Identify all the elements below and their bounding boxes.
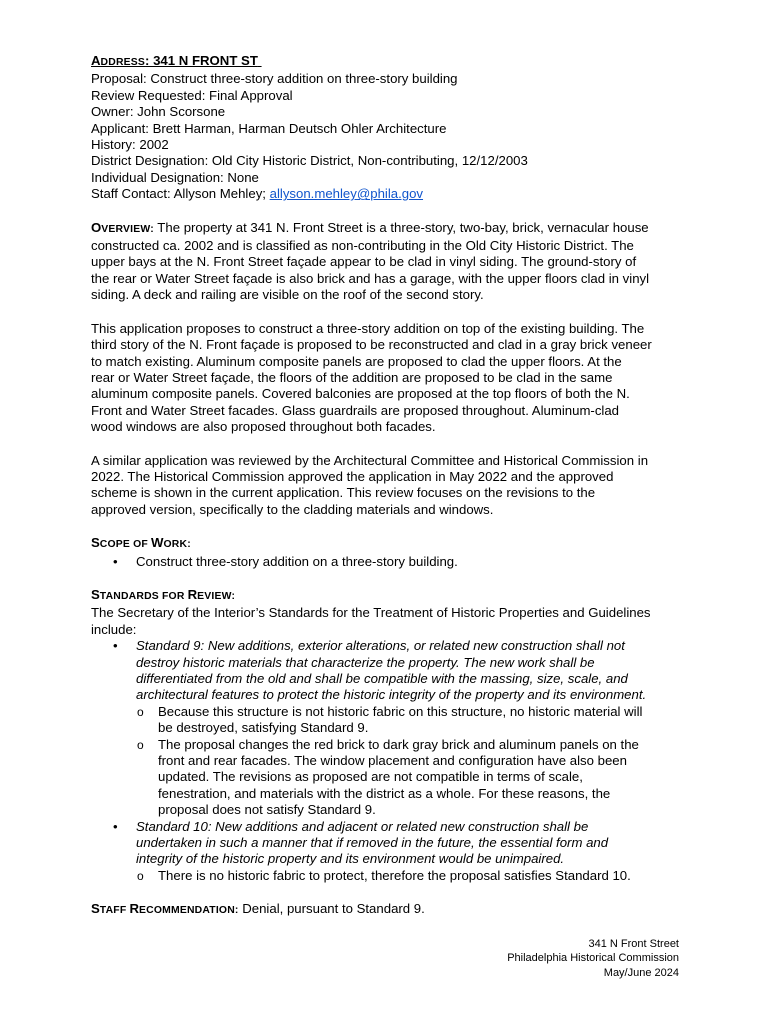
footer-organization: Philadelphia Historical Commission [507,952,679,965]
bullet-icon: • [113,818,118,834]
address-line [91,53,691,71]
footer-address: 341 N Front Street [588,938,679,950]
bullet-icon: • [113,553,118,569]
standards-intro: The Secretary of the Interior’s Standards for the Treatment of Historic Properties and Guidelines [91,605,651,621]
sub-bullet-icon: o [137,868,144,883]
staff-email-link[interactable]: allyson.mehley@phila.gov [269,186,424,202]
document-page: ADDRESS: 341 N FRONT ST Proposal: Construct three-story addition on three-story building Review Requested: Final Approval Owner: John Scorsone Applicant: Brett Harman, Harman Deutsch Ohler Architecture History: 2002 District Designation: Old City Historic District, Non-contributing, 12/12/2003 Individual Designation: None Staff Contact: Allyson Mehley; allyson.mehley@phila.gov OVERVIEW: The property at 341 N. Front Street is a three-story, two-bay, brick, vernacular house constructed ca. 2002 and is classified as non-contributing in the Old City Historic District. The upper bays at the N. Front Street façade appear to be clad in vinyl siding. The ground-story of the rear or Water Street façade is also brick and has a garage, with the upper floors clad in vinyl siding. A deck and railing are visible on the roof of the second story. This application proposes to construct a three-story addition on top of the existing building. The third story of the N. Front façade is proposed to be reconstructed and clad in a gray brick veneer to match existing. Aluminum composite panels are proposed to clad the upper floors. At the rear or Water Street façade, the floors of the addition are proposed to be clad in the same aluminum composite panels. Covered balconies are proposed at the top floors of both the N. Front and Water Street facades. Glass guardrails are proposed throughout. Aluminum-clad wood windows are also proposed throughout both facades. A similar application was reviewed by the Architectural Committee and Historical Commission in 2022. The Historical Commission approved the application in May 2022 and the approved scheme is shown in the current application. This review focuses on the revisions to the approved version, specifically to the cladding materials and windows. SCOPE OF WORK: • Construct three-story addition on a three-story building. STANDARDS FOR REVIEW: The Secretary of the Interior’s Standards for the Treatment of Historic Properties and Guidelines include: • Standard 9: New additions, exterior alterations, or related new construction shall not destroy historic materials that characterize the property. The new work shall be differentiated from the old and shall be compatible with the massing, size, scale, and architectural features to protect the historic integrity of the property and its environment. o Because this structure is not historic fabric on this structure, no historic material will be destroyed, satisfying Standard 9. o The proposal changes the red brick to dark gray brick and aluminum panels on the front and rear facades. The window placement and configuration have also been updated. The revisions as proposed are not compatible in terms of scale, fenestration, and materials with the district as a whole. For these reasons, the proposal does not satisfy Standard 9. • Standard 10: New additions and adjacent or related new construction shall be undertaken in such a manner that if removed in the future, the essential form and integrity of the historic property and its environment would be unimpaired. o There is no historic fabric to protect, therefore the proposal satisfies Standard 10. STAFF RECOMMENDATION: Denial, pursuant to Standard 9. [91,53,691,920]
standard-9-finding-1: o Because this structure is not historic fabric on this structure, no historic material will be destroyed, satisfying Standard 9. [137,703,643,736]
overview-heading: O [91,219,102,235]
sub-bullet-icon: o [137,737,144,752]
overview-paragraph-2: This application proposes to construct a three-story addition on top of the existing building. The third story of the N. Front façade is proposed to be reconstructed and clad in a gray brick veneer to match existing. Aluminum composite panels are proposed to clad the upper floors. At the rear or Water Street façade, the floors of the addition are proposed to be clad in the same aluminum composite panels. Covered balconies are proposed at the top floors of both the N. Front and Water Street facades. Glass guardrails are proposed throughout. Aluminum-clad wood windows are also proposed throughout both facades. [91,320,652,435]
scope-heading: SCOPE OF WORK: [91,535,191,551]
sub-bullet-icon: o [137,704,144,719]
standard-9-finding-2: o The proposal changes the red brick to dark gray brick and aluminum panels on the front and rear facades. The window placement and configuration have also been updated. The revisions as proposed are not compatible in terms of scale, fenestration, and materials with the district as a whole. For these reasons, the proposal does not satisfy Standard 9. [137,736,639,818]
bullet-icon: • [113,638,118,654]
list-item: • Construct three-story addition on a three-story building. [113,553,458,569]
individual-designation-line: Individual Designation: None [91,169,259,185]
overview-paragraph-1: OVERVIEW: The property at 341 N. Front Street is a three-story, two-bay, brick, vernacular house constructed ca. 2002 and is classified as non-contributing in the Old City Historic District. The upper bays at the N. Front Street façade appear to be clad in vinyl siding. The ground-story of the rear or Water Street façade is also brick and has a garage, with the upper floors clad in vinyl siding. A deck and railing are visible on the roof of the second story. [91,219,650,303]
standard-10-finding-1: o There is no historic fabric to protect, therefore the proposal satisfies Standard 10. [137,867,631,883]
staff-recommendation: STAFF RECOMMENDATION: Denial, pursuant to Standard 9. [91,901,425,917]
review-line: Review Requested: Final Approval [91,87,293,103]
page-footer [507,937,679,980]
staff-contact-line: Staff Contact: Allyson Mehley; allyson.mehley@phila.gov [91,186,424,202]
owner-line: Owner: John Scorsone [91,104,226,120]
standard-10-item: • Standard 10: New additions and adjacent or related new construction shall be undertaken in such a manner that if removed in the future, the essential form and integrity of the historic property and its environment would be unimpaired. [113,818,609,867]
standard-9-item: • Standard 9: New additions, exterior alterations, or related new construction shall not destroy historic materials that characterize the property. The new work shall be differentiated from the old and shall be compatible with the massing, size, scale, and architectural features to protect the historic integrity of the property and its environment. [113,638,647,703]
history-line: History: 2002 [91,137,169,153]
scope-list [91,554,691,570]
standards-heading: STANDARDS FOR REVIEW: [91,586,236,602]
applicant-line: Applicant: Brett Harman, Harman Deutsch Ohler Architecture [91,120,447,136]
address-heading: ADDRESS: 341 N FRONT ST [91,53,258,68]
district-line: District Designation: Old City Historic District, Non-contributing, 12/12/2003 [91,153,528,169]
overview-paragraph-3: A similar application was reviewed by the Architectural Committee and Historical Commission in 2022. The Historical Commission approved the application in May 2022 and the approved scheme is shown in the current application. This review focuses on the revisions to the approved version, specifically to the cladding materials and windows. [91,452,649,517]
footer-date: May/June 2024 [603,966,679,979]
standards-list [91,638,691,884]
proposal-line: Proposal: Construct three-story addition on three-story building [91,71,458,87]
